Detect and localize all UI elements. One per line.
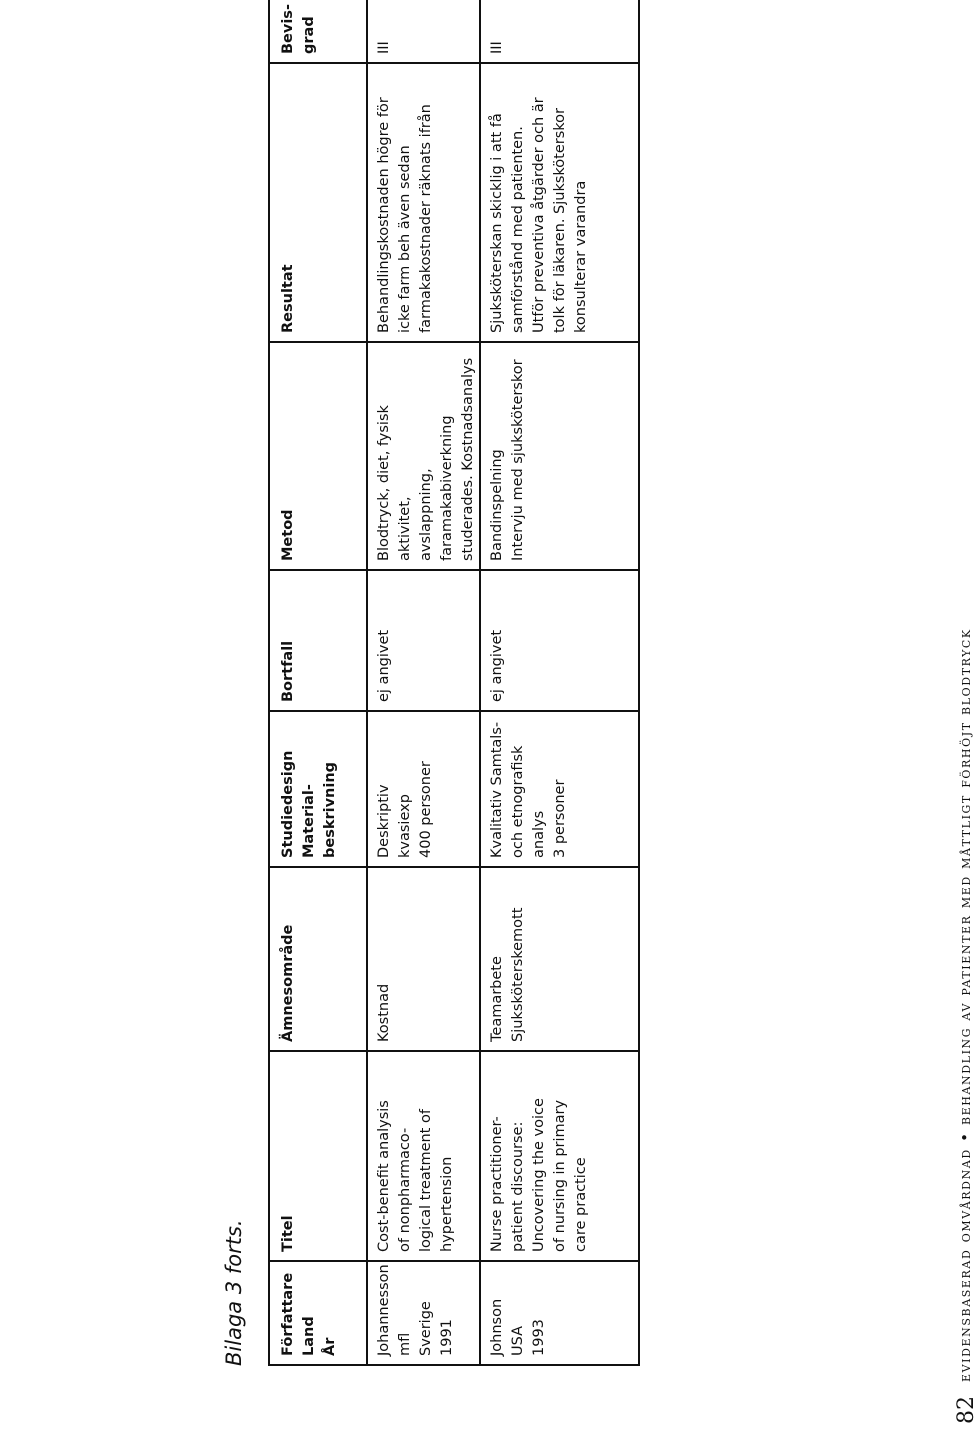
cell-evidence-grade: III <box>480 0 639 63</box>
cell-design: Deskriptiv kvasiexp 400 personer <box>367 711 480 867</box>
page-number: 82 <box>954 1396 979 1424</box>
cell-result: Sjuksköterskan skicklig i att få samförstånd med patienten. Utför preventiva åtgärder och är tolk för läkaren. Sjuksköterskor konsulterar varandra <box>480 63 639 342</box>
cell-dropout: ej angivet <box>367 570 480 711</box>
cell-evidence-grade: III <box>367 0 480 63</box>
cell-dropout: ej angivet <box>480 570 639 711</box>
header-method: Metod <box>269 342 367 570</box>
header-evidence-grade: Bevis- grad <box>269 0 367 63</box>
cell-author: Johannesson mfl Sverige 1991 <box>367 1261 480 1365</box>
header-design: Studiedesign Material- beskrivning <box>269 711 367 867</box>
cell-method: Bandinspelning Intervju med sjuksköterskor <box>480 342 639 570</box>
cell-title: Cost-benefit analysis of nonpharmaco- logical treatment of hypertension <box>367 1051 480 1261</box>
cell-author: Johnson USA 1993 <box>480 1261 639 1365</box>
running-head: evidensbaserad omvårdnad • behandling av patienter med måttligt förhöjt blodtryck <box>956 628 974 1382</box>
header-subject: Ämnesområde <box>269 867 367 1051</box>
cell-result: Behandlingskostnaden högre för icke farm beh även sedan farmakakostnader räknats ifrån <box>367 63 480 342</box>
header-dropout: Bortfall <box>269 570 367 711</box>
evidence-table <box>268 0 640 1366</box>
table-row <box>480 0 639 1365</box>
cell-method: Blodtryck, diet, fysisk aktivitet, avslappning, faramakabiverkning studerades. Kostnadsanalys <box>367 342 480 570</box>
cell-subject: Teamarbete Sjuksköterskemott <box>480 867 639 1051</box>
table-caption: Bilaga 3 forts. <box>222 1219 246 1366</box>
table-row <box>367 0 480 1365</box>
header-title: Titel <box>269 1051 367 1261</box>
cell-subject: Kostnad <box>367 867 480 1051</box>
cell-title: Nurse practitioner- patient discourse: Uncovering the voice of nursing in primary care practice <box>480 1051 639 1261</box>
header-result: Resultat <box>269 63 367 342</box>
cell-design: Kvalitativ Samtals- och etnografisk analys 3 personer <box>480 711 639 867</box>
header-author: Författare Land År <box>269 1261 367 1365</box>
header-row <box>269 0 367 1365</box>
